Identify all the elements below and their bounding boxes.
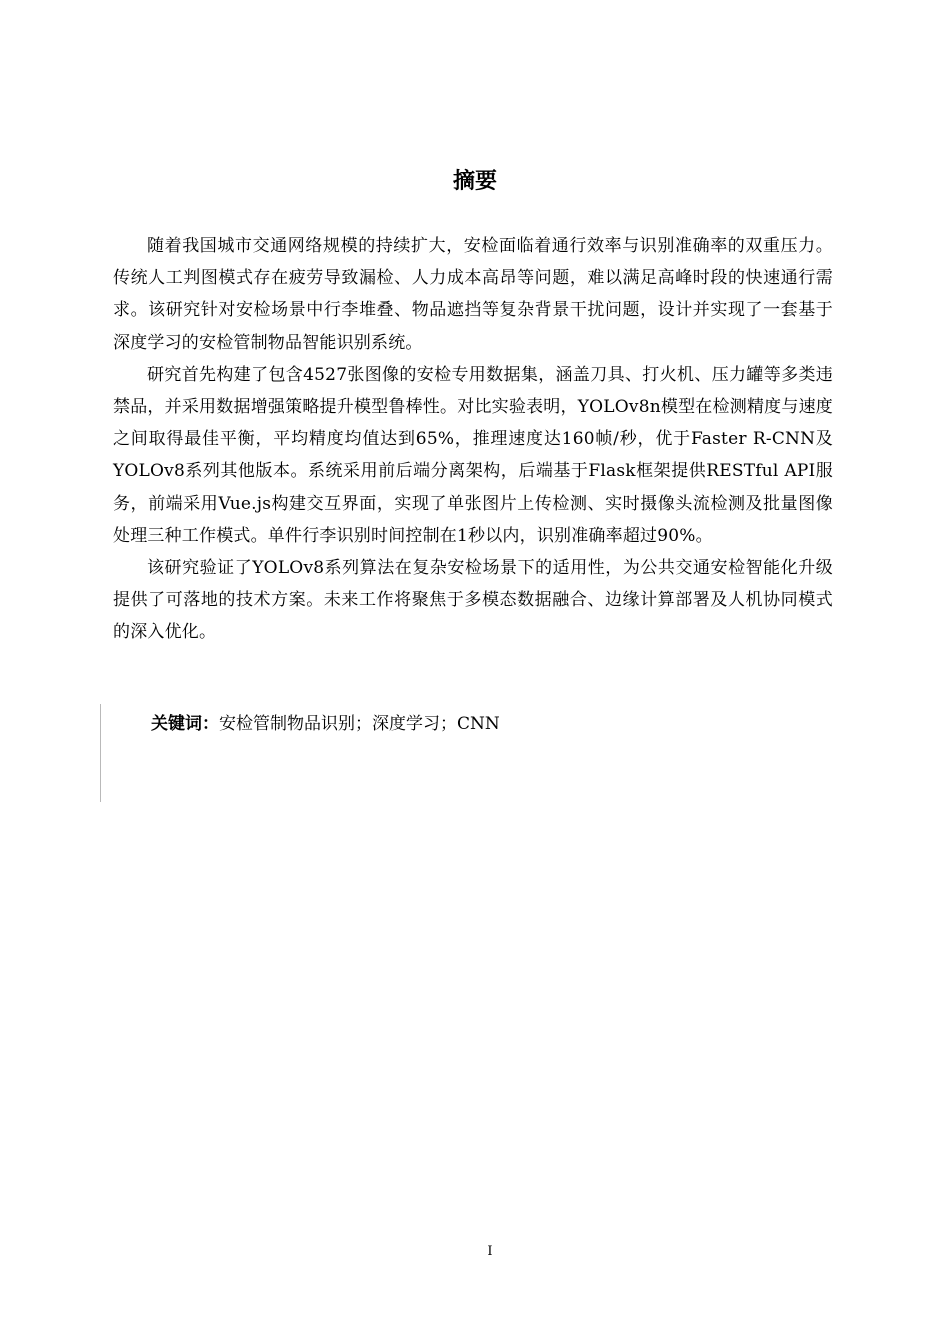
page-number: I [487,1244,493,1259]
keywords-label: 关键词： [151,714,219,734]
keywords-line [151,708,500,740]
abstract-paragraph-3: 该研究验证了YOLOv8系列算法在复杂安检场景下的适用性，为公共交通安检智能化升级提供了可落地的技术方案。未来工作将聚焦于多模态数据融合、边缘计算部署及人机协同模式的深入优化。 [113,558,833,643]
abstract-paragraph-1: 随着我国城市交通网络规模的持续扩大，安检面临着通行效率与识别准确率的双重压力。传统人工判图模式存在疲劳导致漏检、人力成本高昂等问题，难以满足高峰时段的快速通行需求。该研究针对安检场景中行李堆叠、物品遮挡等复杂背景干扰问题，设计并实现了一套基于深度学习的安检管制物品智能识别系统。 [113,236,833,353]
abstract-body [113,230,833,649]
keywords-text: 安检管制物品识别；深度学习；CNN [219,714,500,734]
abstract-paragraph-2: 研究首先构建了包含4527张图像的安检专用数据集，涵盖刀具、打火机、压力罐等多类违禁品，并采用数据增强策略提升模型鲁棒性。对比实验表明，YOLOv8n模型在检测精度与速度之间取得最佳平衡，平均精度均值达到65%，推理速度达160帧/秒，优于Faster R-CNN及YOLOv8系列其他版本。系统采用前后端分离架构，后端基于Flask框架提供RESTful API服务，前端采用Vue.js构建交互界面，实现了单张图片上传检测、实时摄像头流检测及批量图像处理三种工作模式。单件行李识别时间控制在1秒以内，识别准确率超过90%。 [113,364,833,546]
left-margin-rule [100,704,101,802]
abstract-title: 摘要 [452,169,497,194]
